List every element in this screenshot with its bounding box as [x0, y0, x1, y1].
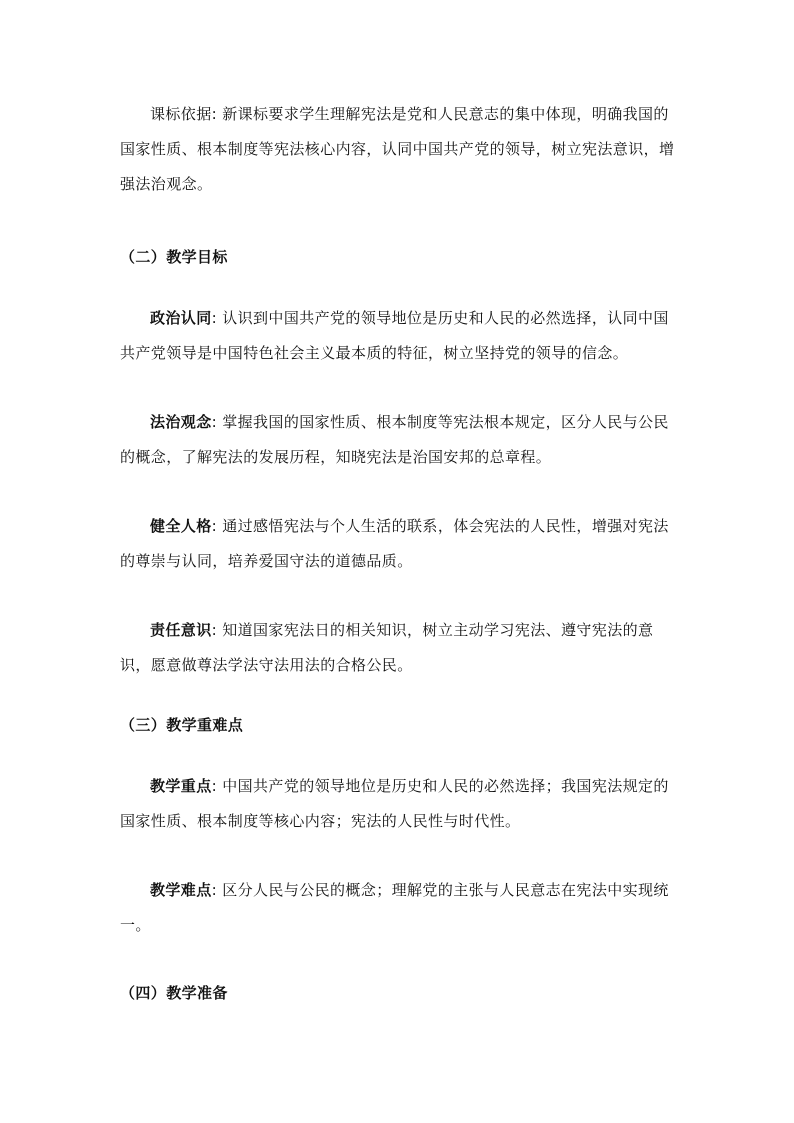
teaching-key-points [120, 769, 680, 839]
curriculum-basis-label: 课标依据 [150, 105, 212, 123]
goal-text: : 通过感悟宪法与个人生活的联系，体会宪法的人民性，增强对宪法的尊崇与认同，培养爱国守法的道德品质。 [120, 517, 669, 570]
key-points-text: : 中国共产党的领导地位是历史和人民的必然选择；我国宪法规定的国家性质、根本制度等核心内容；宪法的人民性与时代性。 [120, 777, 669, 830]
goal-label: 法治观念 [150, 413, 212, 431]
goal-responsibility [120, 613, 680, 683]
goal-label: 责任意识 [150, 621, 212, 639]
curriculum-basis-paragraph [120, 97, 680, 202]
goal-label: 健全人格 [150, 517, 212, 535]
section-heading-teaching-goals: （二）教学目标 [120, 248, 228, 266]
curriculum-basis-text: : 新课标要求学生理解宪法是党和人民意志的集中体现，明确我国的国家性质、根本制度等宪法核心内容，认同中国共产党的领导，树立宪法意识，增强法治观念。 [120, 105, 675, 193]
section-heading-preparation: （四）教学准备 [120, 984, 228, 1002]
section-heading-key-difficulties: （三）教学重难点 [120, 716, 244, 734]
key-points-label: 教学重点 [150, 777, 212, 795]
teaching-difficulties [120, 873, 680, 943]
goal-political-identity [120, 301, 680, 371]
goal-rule-of-law [120, 405, 680, 475]
goal-text: : 知道国家宪法日的相关知识，树立主动学习宪法、遵守宪法的意识，愿意做尊法学法守法用法的合格公民。 [120, 621, 654, 674]
difficulties-text: : 区分人民与公民的概念；理解党的主张与人民意志在宪法中实现统一。 [120, 881, 669, 934]
difficulties-label: 教学难点 [150, 881, 212, 899]
goal-sound-personality [120, 509, 680, 579]
goal-label: 政治认同 [150, 309, 212, 327]
goal-text: : 认识到中国共产党的领导地位是历史和人民的必然选择，认同中国共产党领导是中国特色社会主义最本质的特征，树立坚持党的领导的信念。 [120, 309, 669, 362]
goal-text: : 掌握我国的国家性质、根本制度等宪法根本规定，区分人民与公民的概念，了解宪法的发展历程，知晓宪法是治国安邦的总章程。 [120, 413, 669, 466]
